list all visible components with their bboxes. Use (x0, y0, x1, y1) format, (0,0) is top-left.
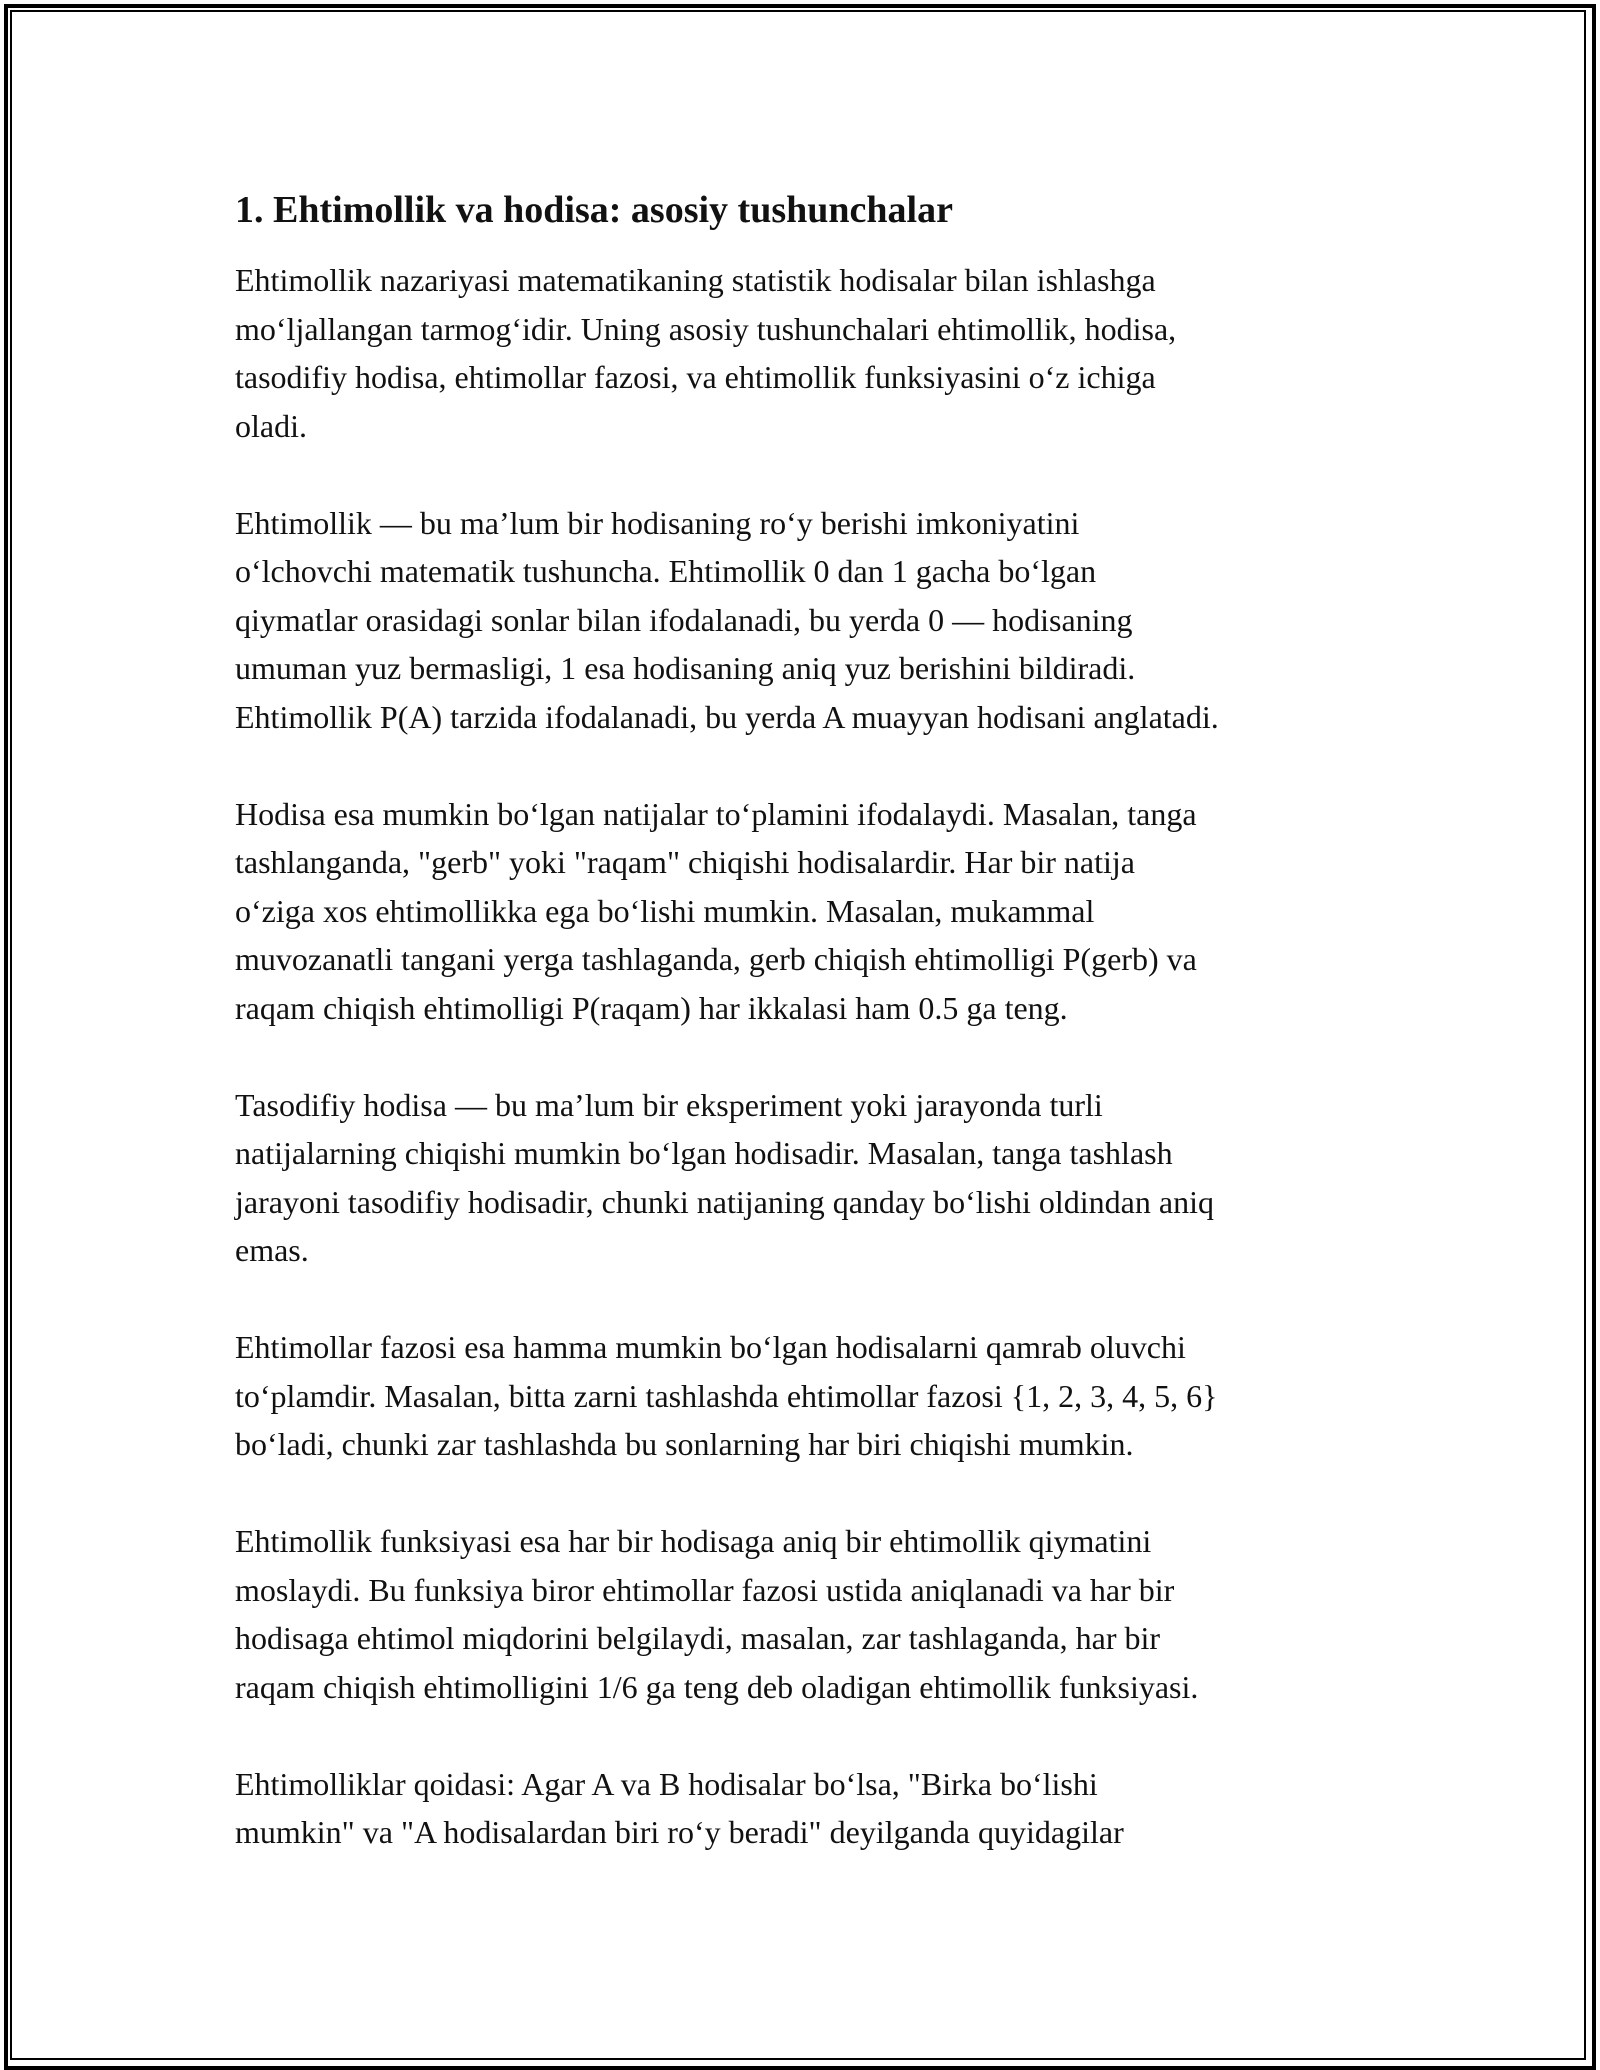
text-line: raqam chiqish ehtimolligini 1/6 ga teng deb oladigan ehtimollik funksiyasi. (235, 1668, 1199, 1705)
text-line: raqam chiqish ehtimolligi P(raqam) har ikkalasi ham 0.5 ga teng. (235, 989, 1068, 1026)
text-line: muvozanatli tangani yerga tashlaganda, gerb chiqish ehtimolligi P(gerb) va (235, 941, 1197, 977)
text-line: emas. (235, 1232, 309, 1268)
text-line: Ehtimollik nazariyasi matematikaning statistik hodisalar bilan ishlashga (235, 262, 1156, 298)
text-line: hodisaga ehtimol miqdorini belgilaydi, masalan, zar tashlaganda, har bir (235, 1620, 1161, 1656)
paragraph-probability (235, 499, 1375, 742)
text-line: natijalarning chiqishi mumkin bo‘lgan hodisadir. Masalan, tanga tashlash (235, 1135, 1173, 1171)
paragraph-probability-rules (235, 1760, 1375, 1857)
text-line: Ehtimollar fazosi esa hamma mumkin bo‘lgan hodisalarni qamrab oluvchi (235, 1329, 1186, 1365)
text-line: Tasodifiy hodisa — bu ma’lum bir eksperiment yoki jarayonda turli (235, 1086, 1103, 1123)
text-line: jarayoni tasodifiy hodisadir, chunki natijaning qanday bo‘lishi oldindan aniq (235, 1183, 1214, 1220)
text-line: Ehtimollik funksiyasi esa har bir hodisaga aniq bir ehtimollik qiymatini (235, 1523, 1152, 1559)
text-line: qiymatlar orasidagi sonlar bilan ifodalanadi, bu yerda 0 — hodisaning (235, 601, 1133, 638)
text-line: Ehtimollik P(A) tarzida ifodalanadi, bu yerda A muayyan hodisani anglatadi. (235, 698, 1219, 735)
text-line: bo‘ladi, chunki zar tashlashda bu sonlarning har biri chiqishi mumkin. (235, 1426, 1134, 1462)
paragraph-probability-function (235, 1517, 1375, 1711)
paragraph-sample-space (235, 1323, 1375, 1469)
text-line: umuman yuz bermasligi, 1 esa hodisaning aniq yuz berishini bildiradi. (235, 650, 1136, 686)
text-line: Ehtimollik — bu ma’lum bir hodisaning ro‘y berishi imkoniyatini (235, 504, 1080, 541)
text-line: mo‘ljallangan tarmog‘idir. Uning asosiy tushunchalari ehtimollik, hodisa, (235, 310, 1177, 347)
text-line: tashlanganda, "gerb" yoki "raqam" chiqishi hodisalardir. Har bir natija (235, 844, 1135, 880)
text-line: tasodifiy hodisa, ehtimollar fazosi, va ehtimollik funksiyasini o‘z ichiga (235, 359, 1156, 395)
section-heading: 1. Ehtimollik va hodisa: asosiy tushunchalar (235, 189, 953, 231)
paragraph-intro (235, 256, 1375, 450)
text-line: o‘lchovchi matematik tushuncha. Ehtimollik 0 dan 1 gacha bo‘lgan (235, 553, 1097, 589)
text-line: to‘plamdir. Masalan, bitta zarni tashlashda ehtimollar fazosi {1, 2, 3, 4, 5, 6} (235, 1377, 1218, 1414)
document-body (235, 186, 1375, 1905)
text-line: Hodisa esa mumkin bo‘lgan natijalar to‘plamini ifodalaydi. Masalan, tanga (235, 795, 1197, 832)
text-line: Ehtimolliklar qoidasi: Agar A va B hodisalar bo‘lsa, "Birka bo‘lishi (235, 1765, 1098, 1802)
text-line: o‘ziga xos ehtimollikka ega bo‘lishi mumkin. Masalan, mukammal (235, 892, 1095, 929)
text-line: oladi. (235, 407, 307, 444)
paragraph-event (235, 790, 1375, 1033)
paragraph-random-event (235, 1081, 1375, 1275)
text-line: mumkin" va "A hodisalardan biri ro‘y beradi" deyilganda quyidagilar (235, 1814, 1124, 1850)
text-line: moslaydi. Bu funksiya biror ehtimollar fazosi ustida aniqlanadi va har bir (235, 1571, 1175, 1608)
